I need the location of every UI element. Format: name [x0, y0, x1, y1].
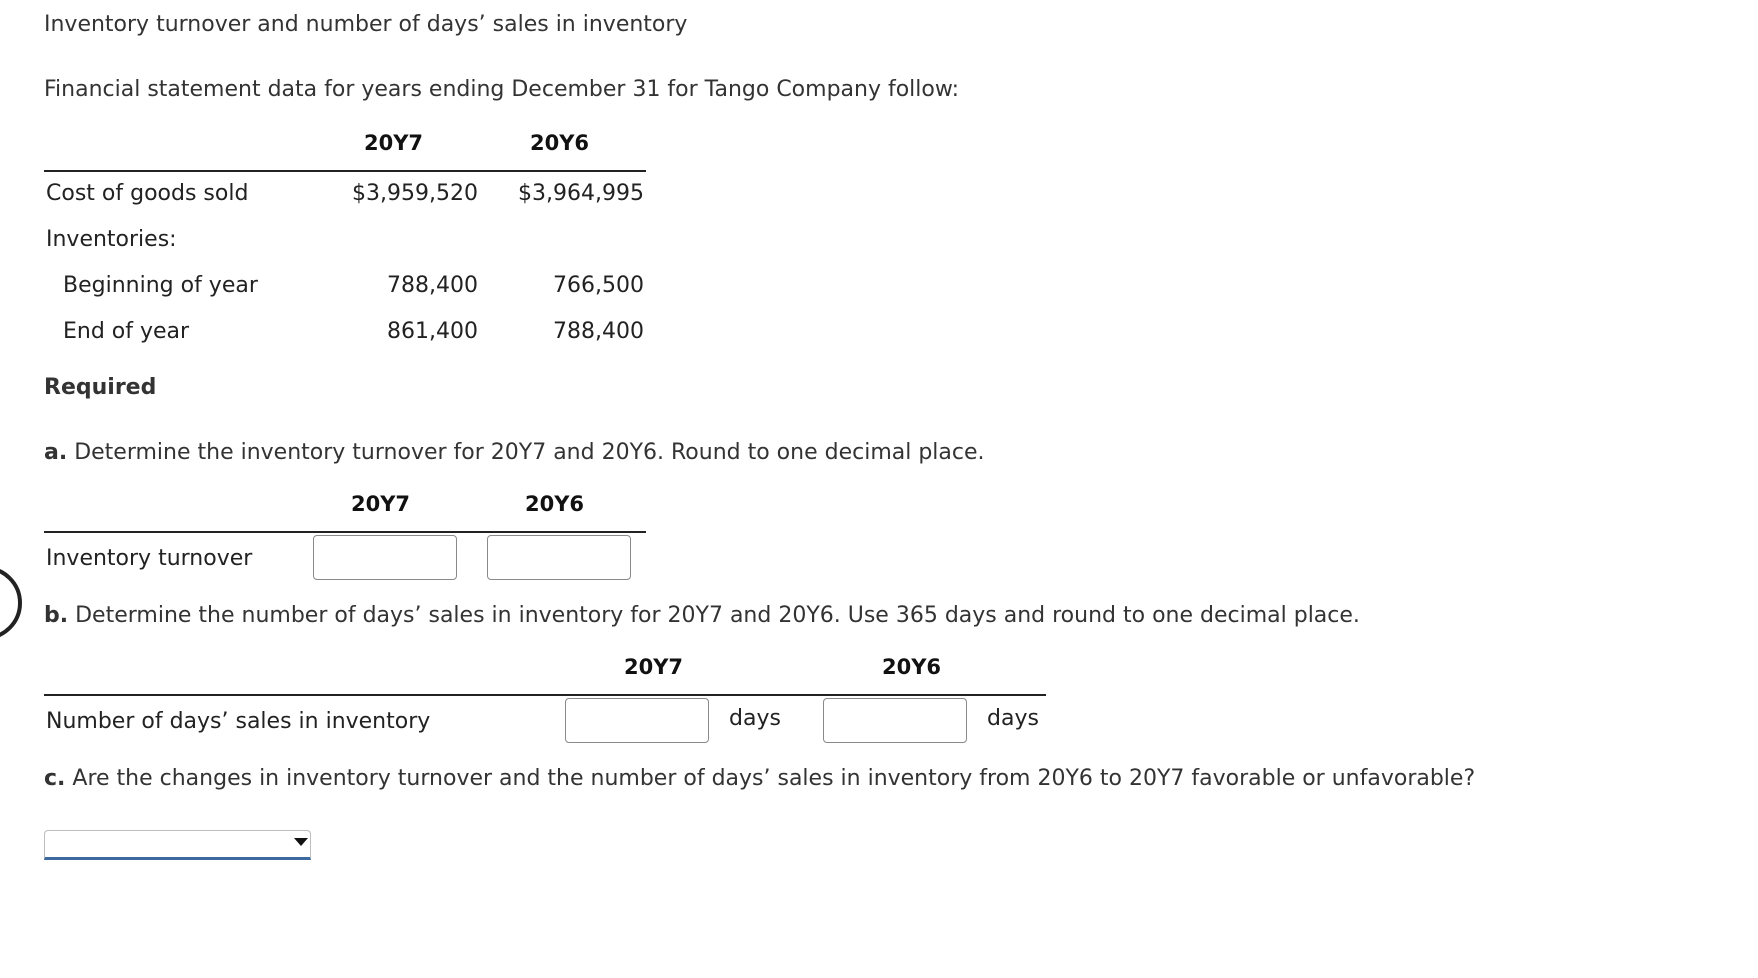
part-b-question	[44, 603, 1360, 628]
part-a-header-20y7: 20Y7	[351, 492, 411, 516]
part-b-header-20y6: 20Y6	[882, 655, 942, 679]
row-label-cogs: Cost of goods sold	[46, 181, 249, 206]
part-c-letter: c.	[44, 766, 66, 791]
favorable-unfavorable-dropdown[interactable]	[44, 830, 311, 860]
part-b-text: Determine the number of days’ sales in inventory for 20Y7 and 20Y6. Use 365 days and round to one decimal place.	[75, 603, 1360, 628]
row-label-beginning: Beginning of year	[63, 273, 258, 298]
table-header-rule	[44, 170, 646, 172]
end-20y6: 788,400	[553, 319, 644, 344]
cogs-20y6: $3,964,995	[518, 181, 644, 206]
part-a-text: Determine the inventory turnover for 20Y7 and 20Y6. Round to one decimal place.	[74, 440, 985, 465]
dropdown-arrow-icon	[294, 838, 308, 846]
part-c-text: Are the changes in inventory turnover and the number of days’ sales in inventory from 20Y6 to 20Y7 favorable or unfavorable?	[72, 766, 1476, 791]
part-c-question	[44, 766, 1475, 791]
inventory-turnover-20y6-input[interactable]	[487, 535, 631, 580]
progress-circle-decoration	[0, 566, 22, 640]
part-b-letter: b.	[44, 603, 69, 628]
required-heading: Required	[44, 375, 157, 400]
part-b-row-label: Number of days’ sales in inventory	[46, 709, 431, 734]
table-header-20y6: 20Y6	[530, 131, 590, 155]
row-label-end: End of year	[63, 319, 190, 344]
beginning-20y6: 766,500	[553, 273, 644, 298]
intro-text: Financial statement data for years ending December 31 for Tango Company follow:	[44, 77, 960, 102]
row-label-inventories: Inventories:	[46, 227, 177, 252]
days-unit-20y6: days	[987, 706, 1039, 731]
end-20y7: 861,400	[387, 319, 478, 344]
part-b-header-20y7: 20Y7	[624, 655, 684, 679]
part-a-row-label: Inventory turnover	[46, 546, 253, 571]
part-a-letter: a.	[44, 440, 68, 465]
part-b-header-rule	[44, 694, 1046, 696]
days-sales-20y6-input[interactable]	[823, 698, 967, 743]
part-a-header-rule	[44, 531, 646, 533]
page-title: Inventory turnover and number of days’ sales in inventory	[44, 12, 688, 37]
days-unit-20y7: days	[729, 706, 781, 731]
part-a-header-20y6: 20Y6	[525, 492, 585, 516]
table-header-20y7: 20Y7	[364, 131, 424, 155]
beginning-20y7: 788,400	[387, 273, 478, 298]
part-a-question	[44, 440, 985, 465]
cogs-20y7: $3,959,520	[352, 181, 478, 206]
inventory-turnover-20y7-input[interactable]	[313, 535, 457, 580]
days-sales-20y7-input[interactable]	[565, 698, 709, 743]
